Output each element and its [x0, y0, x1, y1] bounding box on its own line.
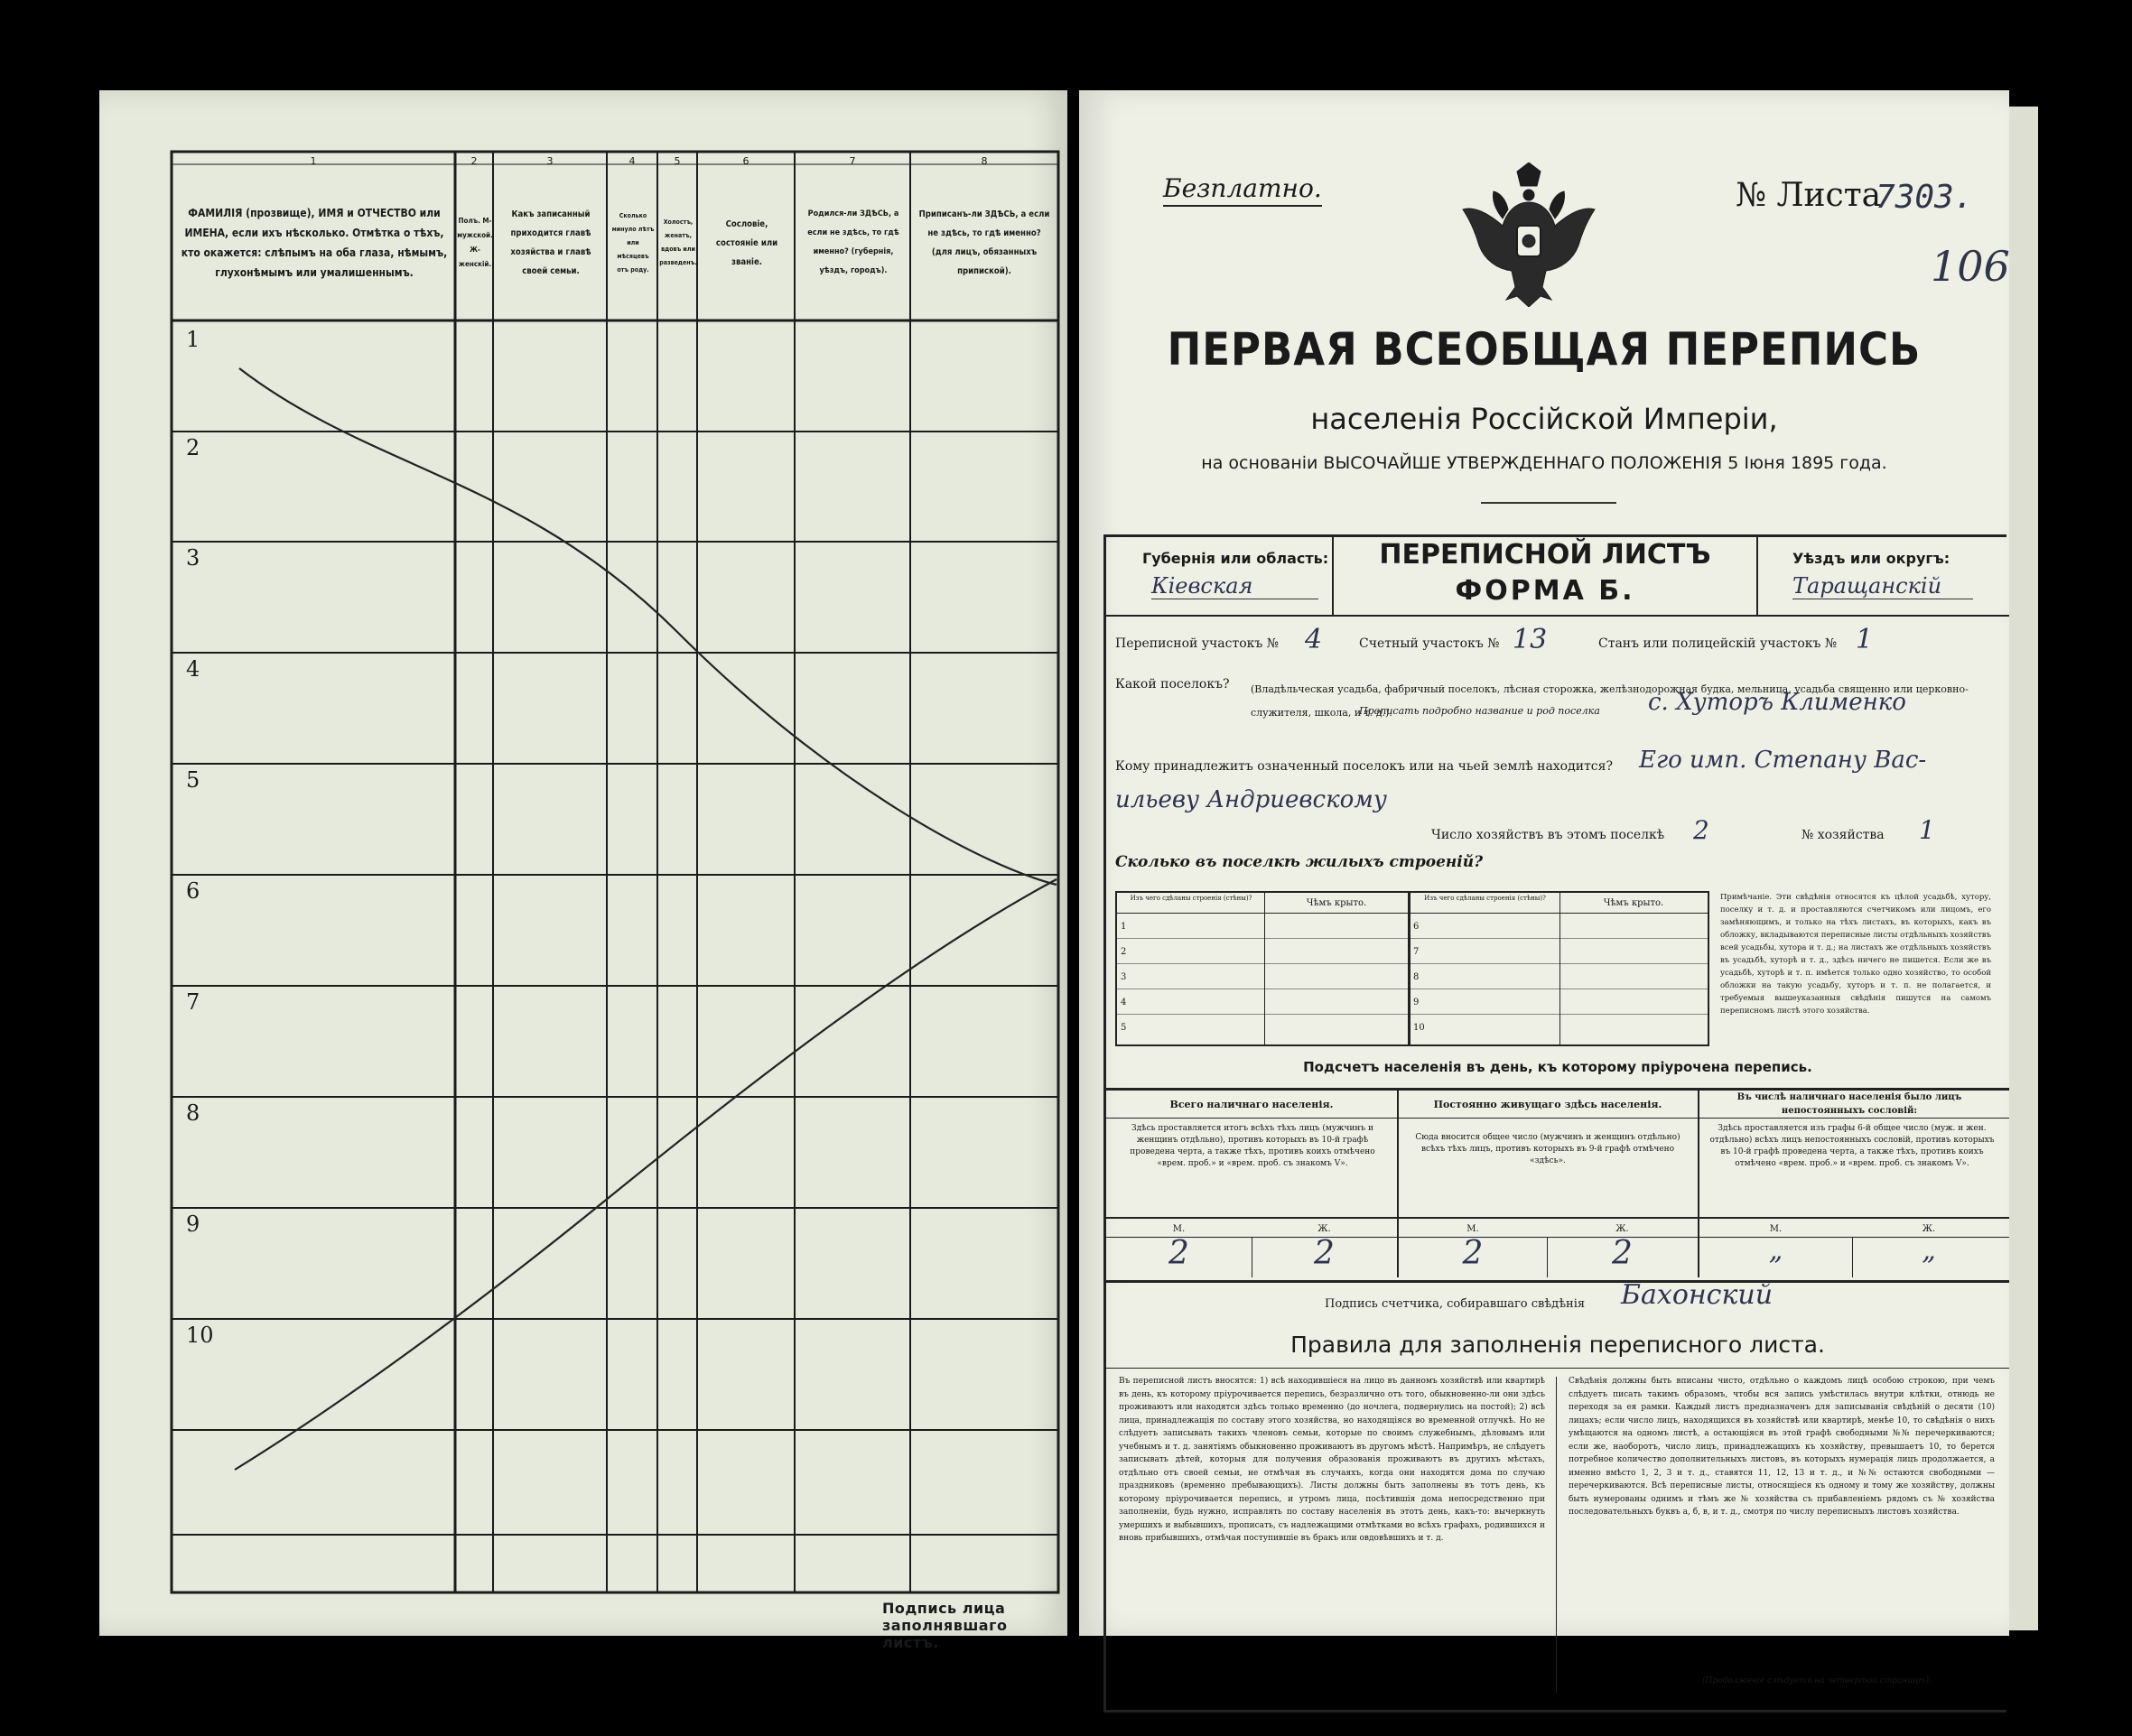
row-number: 8 [186, 1100, 200, 1126]
buildings-row: 10 [1413, 1023, 1425, 1033]
imperial-eagle-icon [1461, 162, 1597, 307]
rules-continued: (Продолженіе слѣдуетъ на четвертой страницѣ). [1702, 1676, 1932, 1685]
buildings-header-roof: Чѣмъ крыто. [1306, 898, 1367, 908]
count-header-total: Всего наличнаго населенія. [1169, 1099, 1334, 1110]
settlement-hint-2: Прописать подробно название и род поселка [1359, 705, 1600, 717]
count-desc-permanent: Сюда вносится общее число (мужчинъ и женщинъ отдѣльно) всѣхъ тѣхъ лицъ, противъ которыхъ въ 9-й графѣ отмѣчено «здѣсь». [1415, 1133, 1680, 1165]
rules-column-2: Свѣдѣнія должны быть вписаны чисто, отдѣльно о каждомъ лицѣ особою строкою, при чемъ слѣдуетъ писать такимъ образомъ, чтобы вся запись умѣстилась внутри клѣтки, отнюдь не переходя за ея рамки. Каждый листъ предназначенъ для записыванія свѣдѣній о десяти (10) лицахъ; если число лицъ, находящихся въ хозяйствѣ или квартирѣ, менѣе 10, то свѣдѣнія о нихъ умѣщаются на одномъ листѣ, а остающіяся въ этой графѣ свободными №№ перечеркиваются; если же, наоборотъ, число лицъ, принадлежащихъ къ хозяйству, превышаетъ 10, то берется потребное количество дополнительныхъ листовъ, въ которыхъ нумерація лицъ продолжается, а именно вмѣсто 1, 2, 3 и т. д., ставятся 11, 12, 13 и т. д., и №№ остаются свободными — перечеркиваются. Всѣ переписные листы, относящіеся къ одному и тому же хозяйству, должны быть нумерованы однимъ и тѣмъ же № хозяйства съ прибавленіемъ рядомъ съ № хозяйства последовательныхъ буквъ а, б, в, и т. д., смотря по числу переписныхъ листовъ хозяйства. [1569, 1377, 1995, 1517]
counting-section-value: 13 [1513, 624, 1548, 655]
right-page [1079, 90, 2010, 1685]
title-divider [1481, 502, 1616, 504]
row-number: 2 [186, 435, 200, 460]
column-number: 1 [310, 155, 317, 167]
sheet-number-value: 7303. [1876, 179, 1974, 216]
sex-label: Ж. [1615, 1224, 1629, 1234]
households-label: Число хозяйствъ въ этомъ поселкѣ [1431, 828, 1665, 842]
buildings-row: 3 [1121, 972, 1127, 982]
counting-section-label: Счетный участокъ № [1359, 636, 1500, 651]
row-number: 7 [186, 989, 200, 1015]
rules-title: Правила для заполненія переписного листа. [1290, 1332, 1825, 1358]
header-marital: Холостъ, женатъ, вдовъ или разведенъ. [659, 218, 697, 266]
buildings-row: 6 [1413, 922, 1420, 932]
sex-label: М. [1172, 1224, 1186, 1234]
header-name: ФАМИЛІЯ (прозвище), ИМЯ и ОТЧЕСТВО или ИМЕНА, если ихъ нѣсколько. Отмѣтка о тѣхъ, кто окажется: слѣпымъ на оба глаза, нѣмымъ, глухонѣмымъ или умалишеннымъ. [181, 207, 448, 279]
header-relation: Какъ записанный приходится главѣ хозяйства и главѣ своей семьи. [510, 209, 591, 276]
left-page [99, 90, 1067, 1651]
form-title: ФОРМА Б. [1455, 575, 1635, 607]
header-age: Сколько минуло лѣтъ или мѣсяцевъ отъ роду. [611, 211, 655, 274]
household-number-label: № хозяйства [1801, 828, 1885, 842]
row-number: 4 [186, 656, 200, 682]
sex-label: Ж. [1317, 1224, 1331, 1234]
page-edge [2009, 107, 2038, 1630]
buildings-label: Сколько въ поселкѣ жилыхъ строеній? [1115, 853, 1484, 871]
sheet-number-secondary: 106 [1931, 242, 2010, 291]
count-header-permanent: Постоянно живущаго здѣсь населенія. [1433, 1099, 1662, 1110]
buildings-table [1115, 891, 1709, 1046]
sex-label: Ж. [1922, 1224, 1936, 1234]
station-label: Станъ или полицейскій участокъ № [1598, 636, 1838, 651]
sex-label: М. [1466, 1224, 1479, 1234]
buildings-row: 1 [1121, 922, 1127, 932]
census-subtitle: населенія Россійской Имперіи, [1310, 402, 1778, 436]
owner-label: Кому принадлежитъ означенный поселокъ или на чьей землѣ находится? [1115, 759, 1613, 774]
province-label: Губернія или область: [1142, 550, 1329, 567]
column-number: 7 [849, 155, 856, 167]
settlement-label: Какой поселокъ? [1115, 677, 1230, 692]
count-desc-nonpermanent: Здѣсь проставляется изъ графы 6-й общее число (муж. и жен. отдѣльно) всѣхъ лицъ непостоянныхъ сословій, противъ которыхъ въ 10-й графѣ проведена черта, а также тѣхъ, противъ коихъ отмѣчено «врем. проб.» и «врем. проб. съ знакомъ V». [1709, 1124, 1995, 1168]
count-value: „ [1768, 1235, 1783, 1267]
header-sex: Полъ. М-мужской. Ж-женскій. [457, 217, 493, 268]
left-signature-label: Подпись лица заполнявшаго листъ. [882, 1600, 1008, 1651]
row-number: 6 [186, 878, 200, 904]
count-value: 2 [1168, 1235, 1189, 1272]
district-label: Уѣздъ или округъ: [1792, 550, 1950, 567]
column-number: 3 [546, 155, 554, 167]
buildings-row: 7 [1413, 947, 1420, 957]
sheet-number-label: № Листа [1736, 177, 1882, 214]
count-value: 2 [1612, 1235, 1633, 1272]
header-registration: Приписанъ-ли ЗДѢСЬ, а если не здѣсь, то гдѣ именно? (для лицъ, обязанныхъ припиской). [918, 209, 1050, 276]
counter-signature-value: Бахонский [1621, 1279, 1774, 1311]
count-value: 2 [1462, 1235, 1484, 1272]
header-estate: Сословіе, состояніе или званіе. [715, 218, 778, 267]
count-title: Подсчетъ населенія въ день, къ которому пріурочена перепись. [1303, 1059, 1812, 1075]
count-header-nonpermanent: Въ числѣ наличнаго населенія было лицъ непостоянныхъ сословій: [1736, 1092, 1962, 1116]
households-value: 2 [1693, 815, 1709, 845]
owner-value-1: Его имп. Степану Вас- [1639, 747, 1927, 774]
counter-signature-label: Подпись счетчика, собиравшаго свѣдѣнія [1325, 1297, 1586, 1311]
buildings-header-material: Изъ чего сдѣланы строенія (стѣны)? [1130, 895, 1252, 902]
left-census-table [99, 90, 1067, 1636]
buildings-note: Примѣчаніе. Эти свѣдѣнія относятся къ цѣлой усадьбѣ, хутору, поселку и т. д. и проставляются счетчикомъ или лицомъ, его замѣняющимъ, и только на тѣхъ листахъ, въ которыхъ, какъ въ обложку, вкладываются переписные листы отдѣльныхъ хозяйствъ всей усадьбы, хутора и т. д.; на листахъ же отдѣльныхъ хозяйствъ въ усадьбѣ, хуторѣ и т. д., здѣсь ничего не пишется. Если же въ усадьбѣ, хуторѣ и т. п. имѣется только одно хозяйство, то особой обложки на такую усадьбу, хуторъ и т. п. не полагается, и требуемыя вышеуказанныя свѣдѣнія пишутся на самомъ переписномъ листѣ этого хозяйства. [1720, 893, 1991, 1016]
free-label: Безплатно. [1163, 173, 1322, 207]
form-box [1103, 534, 2006, 1713]
column-number: 8 [981, 155, 988, 167]
sheet-title: ПЕРЕПИСНОЙ ЛИСТЪ [1379, 539, 1711, 571]
sex-label: М. [1769, 1224, 1783, 1234]
census-section-value: 4 [1305, 624, 1323, 655]
rules-column-1: Въ переписной листъ вносятся: 1) всѣ находившіеся на лицо въ данномъ хозяйствѣ или квартирѣ въ день, къ которому пріурочивается перепись, безразлично отъ того, обыкновенно-ли они здѣсь проживаютъ или находятся здѣсь только временно (до ночлега, подвернулись на постой); 2) всѣ лица, принадлежащія по составу этого хозяйства, но находящіяся во временной отлучкѣ. Но не слѣдуетъ записывать такихъ членовъ семьи, которые по своимъ служебнымъ, дѣловымъ или учебнымъ и т. д. занятіямъ обыкновенно проживаютъ въ другомъ мѣстѣ. Напримѣръ, не слѣдуетъ записывать дѣтей, которыя для получения образованія проживаютъ въ другихъ мѣстахъ, отдѣльно отъ своей семьи, не отмѣчая въ случаяхъ, когда они находятся дома по случаю праздниковъ (временно пребывающихъ). Листы должны быть заполнены въ тотъ день, къ которому пріурочивается перепись, и утромъ лица, посѣтившія дома непосредственно при заполненіи, будь нужно, исправлять по составу населенія въ этотъ день, какъ-то: вычеркнуть умершихъ и выбывшихъ, прописать, съ надлежащими отмѣтками во всѣхъ графахъ, родившихся и вновь прибывшихъ, отмѣчая поступившіе въ бракъ или овдовѣвшихъ и т. д. [1119, 1377, 1545, 1543]
count-value: „ [1922, 1235, 1936, 1267]
settlement-value: с. Хуторъ Клименко [1648, 689, 1906, 716]
buildings-row: 8 [1413, 972, 1420, 982]
buildings-row: 2 [1121, 947, 1127, 957]
row-number: 9 [186, 1211, 200, 1237]
buildings-header-material: Изъ чего сдѣланы строенія (стѣны)? [1424, 895, 1546, 902]
province-value: Кіевская [1151, 573, 1318, 599]
census-section-label: Переписной участокъ № [1115, 636, 1279, 651]
count-value: 2 [1314, 1235, 1335, 1272]
row-number: 3 [186, 545, 200, 571]
row-number: 1 [186, 327, 200, 352]
column-number: 5 [674, 155, 681, 167]
header-birthplace: Родился-ли ЗДѢСЬ, а если не здѣсь, то гдѣ именно? (губернія, уѣздъ, городъ). [807, 209, 899, 275]
column-number: 4 [628, 155, 636, 167]
column-number: 6 [742, 155, 749, 167]
buildings-header-roof: Чѣмъ крыто. [1603, 898, 1664, 908]
column-number: 2 [470, 155, 478, 167]
census-title: ПЕРВАЯ ВСЕОБЩАЯ ПЕРЕПИСЬ [1167, 323, 1922, 376]
owner-value-2: ильеву Андриевскому [1115, 786, 1387, 813]
row-number: 10 [186, 1323, 214, 1348]
settlement-hint: (Владѣльческая усадьба, фабричный поселокъ, лѣсная сторожка, желѣзнодорожная будка, мельница, усадьба священно или церковно-служителя, школа, и т. д.). [1251, 683, 1969, 719]
buildings-row: 5 [1121, 1023, 1127, 1033]
buildings-row: 4 [1121, 998, 1127, 1007]
station-value: 1 [1856, 624, 1874, 655]
count-desc-total: Здѣсь проставляется итогъ всѣхъ тѣхъ лицъ (мужчинъ и женщинъ отдѣльно), противъ которыхъ въ 10-й графѣ проведена черта, а также тѣхъ, противъ коихъ отмѣчено «врем. проб.» и «врем. проб. съ знакомъ V». [1130, 1124, 1375, 1168]
household-number-value: 1 [1919, 815, 1935, 845]
count-table [1106, 1088, 2009, 1283]
row-number: 5 [186, 767, 200, 793]
district-value: Таращанскій [1792, 573, 1973, 599]
buildings-row: 9 [1413, 998, 1420, 1007]
census-decree: на основаніи ВЫСОЧАЙШЕ УТВЕРЖДЕННАГО ПОЛОЖЕНІЯ 5 Іюня 1895 года. [1201, 453, 1887, 473]
